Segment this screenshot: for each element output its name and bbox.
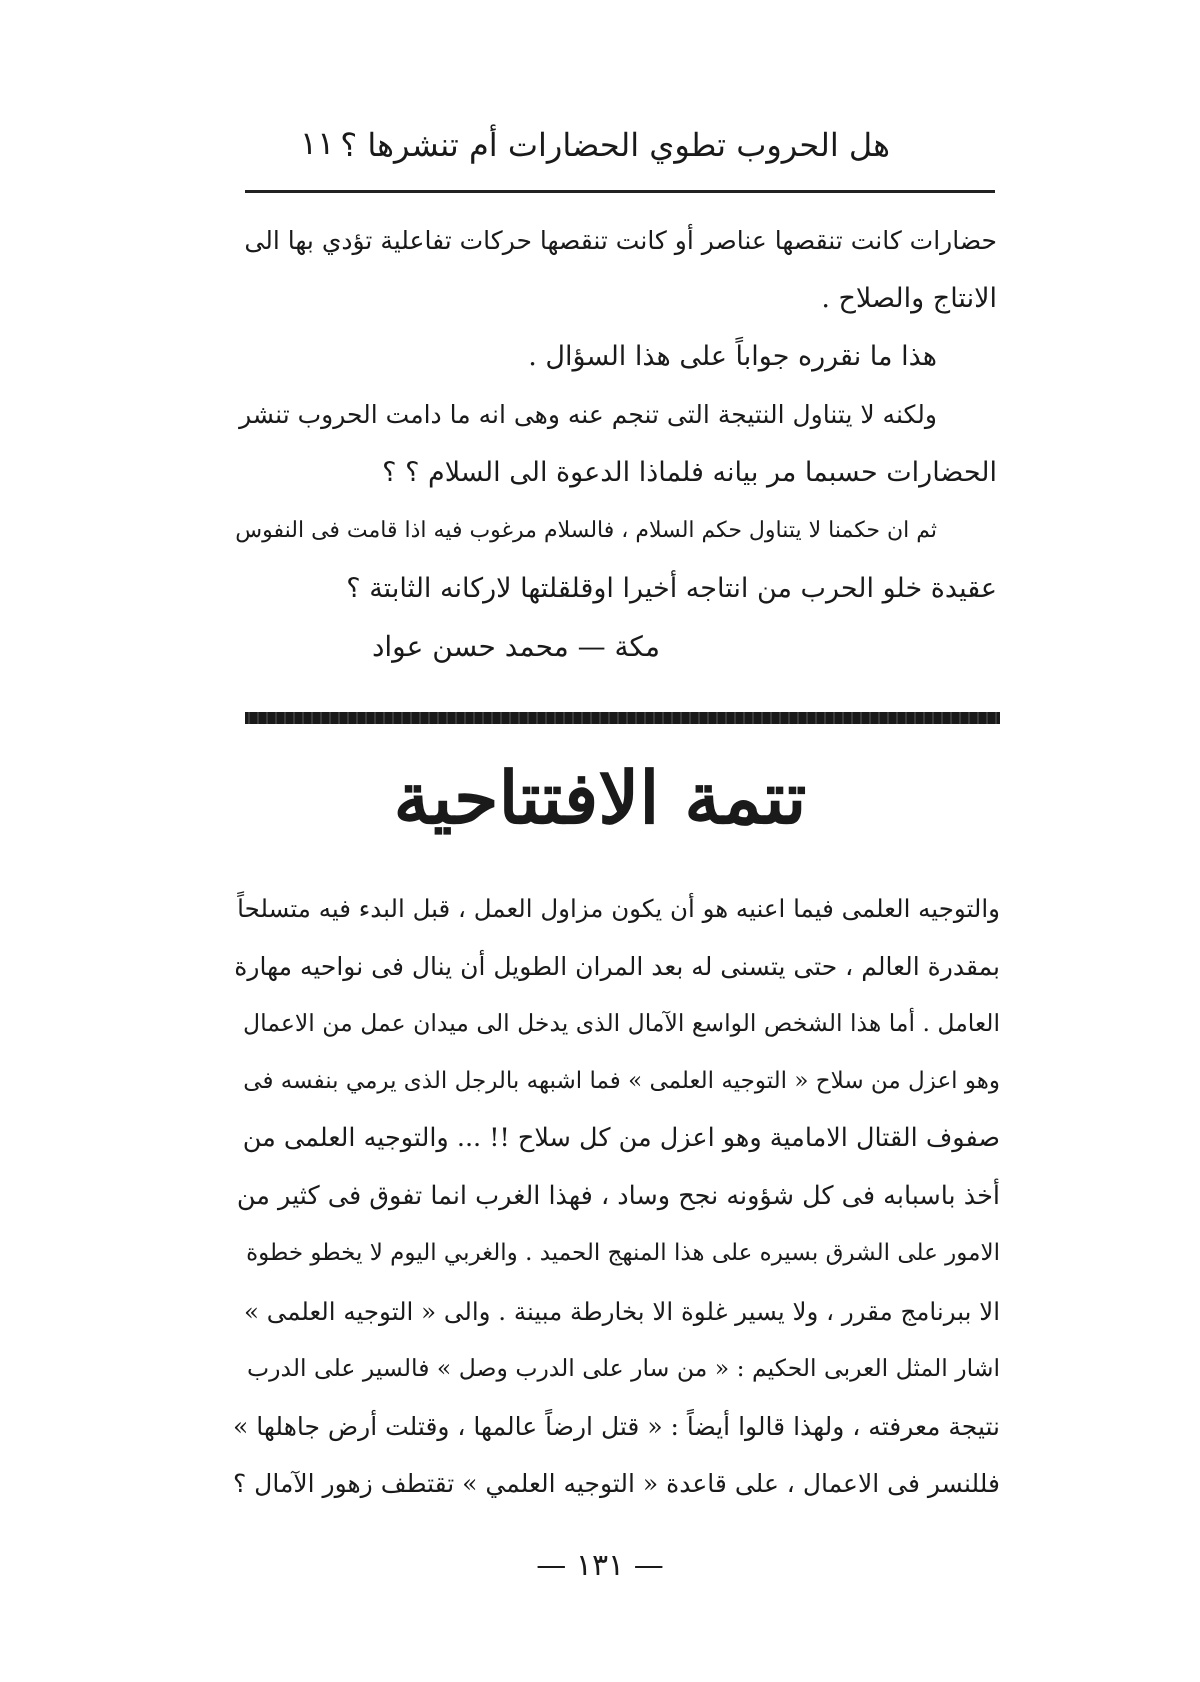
paragraph-line: الانتاج والصلاح . bbox=[821, 283, 997, 314]
paragraph-line: وهو اعزل من سلاح « التوجيه العلمى » فما اشبهه بالرجل الذى يرمي بنفسه فى bbox=[243, 1067, 1000, 1094]
paragraph-line: الحضارات حسبما مر بيانه فلماذا الدعوة الى السلام ؟ ؟ bbox=[382, 457, 997, 488]
paragraph-line: صفوف القتال الامامية وهو اعزل من كل سلاح !! ... والتوجيه العلمى من bbox=[242, 1123, 1000, 1153]
paragraph-line: الامور على الشرق بسيره على هذا المنهج الحميد . والغربي اليوم لا يخطو خطوة bbox=[246, 1240, 1000, 1266]
running-title: هل الحروب تطوي الحضارات أم تنشرها ؟ bbox=[340, 126, 890, 164]
paragraph-line: اشار المثل العربى الحكيم : « من سار على الدرب وصل » فالسير على الدرب bbox=[247, 1354, 1000, 1382]
section-title: تتمة الافتتاحية bbox=[393, 755, 807, 840]
folio-number: ١١ bbox=[300, 124, 335, 162]
paragraph-line: والتوجيه العلمى فيما اعنيه هو أن يكون مزاول العمل ، قبل البدء فيه متسلحاً bbox=[237, 894, 1000, 923]
paragraph-line: حضارات كانت تنقصها عناصر أو كانت تنقصها حركات تفاعلية تؤدي بها الى bbox=[244, 226, 997, 255]
section-divider bbox=[245, 712, 1000, 724]
paragraph-line: العامل . أما هذا الشخص الواسع الآمال الذى يدخل الى ميدان عمل من الاعمال bbox=[243, 1009, 1000, 1037]
paragraph-line: عقيدة خلو الحرب من انتاجه أخيرا اوقلقلتها لاركانه الثابتة ؟ bbox=[346, 573, 997, 604]
paragraph-line: ولكنه لا يتناول النتيجة التى تنجم عنه وهى انه ما دامت الحروب تنشر bbox=[239, 400, 937, 429]
paragraph-line: فللنسر فى الاعمال ، على قاعدة « التوجيه العلمي » تقتطف زهور الآمال ؟ bbox=[232, 1469, 1000, 1498]
author-signature: مكة — محمد حسن عواد bbox=[371, 630, 660, 663]
paragraph-line: بمقدرة العالم ، حتى يتسنى له بعد المران الطويل أن ينال فى نواحيه مهارة bbox=[234, 951, 1000, 981]
paragraph-line: الا ببرنامج مقرر ، ولا يسير غلوة الا بخارطة مبينة . والى « التوجيه العلمى » bbox=[244, 1296, 1000, 1326]
previous-article-text bbox=[232, 212, 997, 618]
page-number: — ١٣١ — bbox=[536, 1548, 664, 1583]
paragraph-line: نتيجة معرفته ، ولهذا قالوا أيضاً : « قتل ارضاً عالمها ، وقتلت أرض جاهلها » bbox=[233, 1411, 1000, 1441]
paragraph-line: أخذ باسبابه فى كل شؤونه نجح وساد ، فهذا الغرب انما تفوق فى كثير من bbox=[236, 1180, 1000, 1211]
paragraph-line: ثم ان حكمنا لا يتناول حكم السلام ، فالسلام مرغوب فيه اذا قامت فى النفوس bbox=[235, 518, 937, 543]
running-header bbox=[250, 118, 950, 178]
main-article-text bbox=[232, 880, 1000, 1513]
paragraph-line: هذا ما نقرره جواباً على هذا السؤال . bbox=[528, 341, 937, 372]
header-rule bbox=[245, 190, 995, 193]
